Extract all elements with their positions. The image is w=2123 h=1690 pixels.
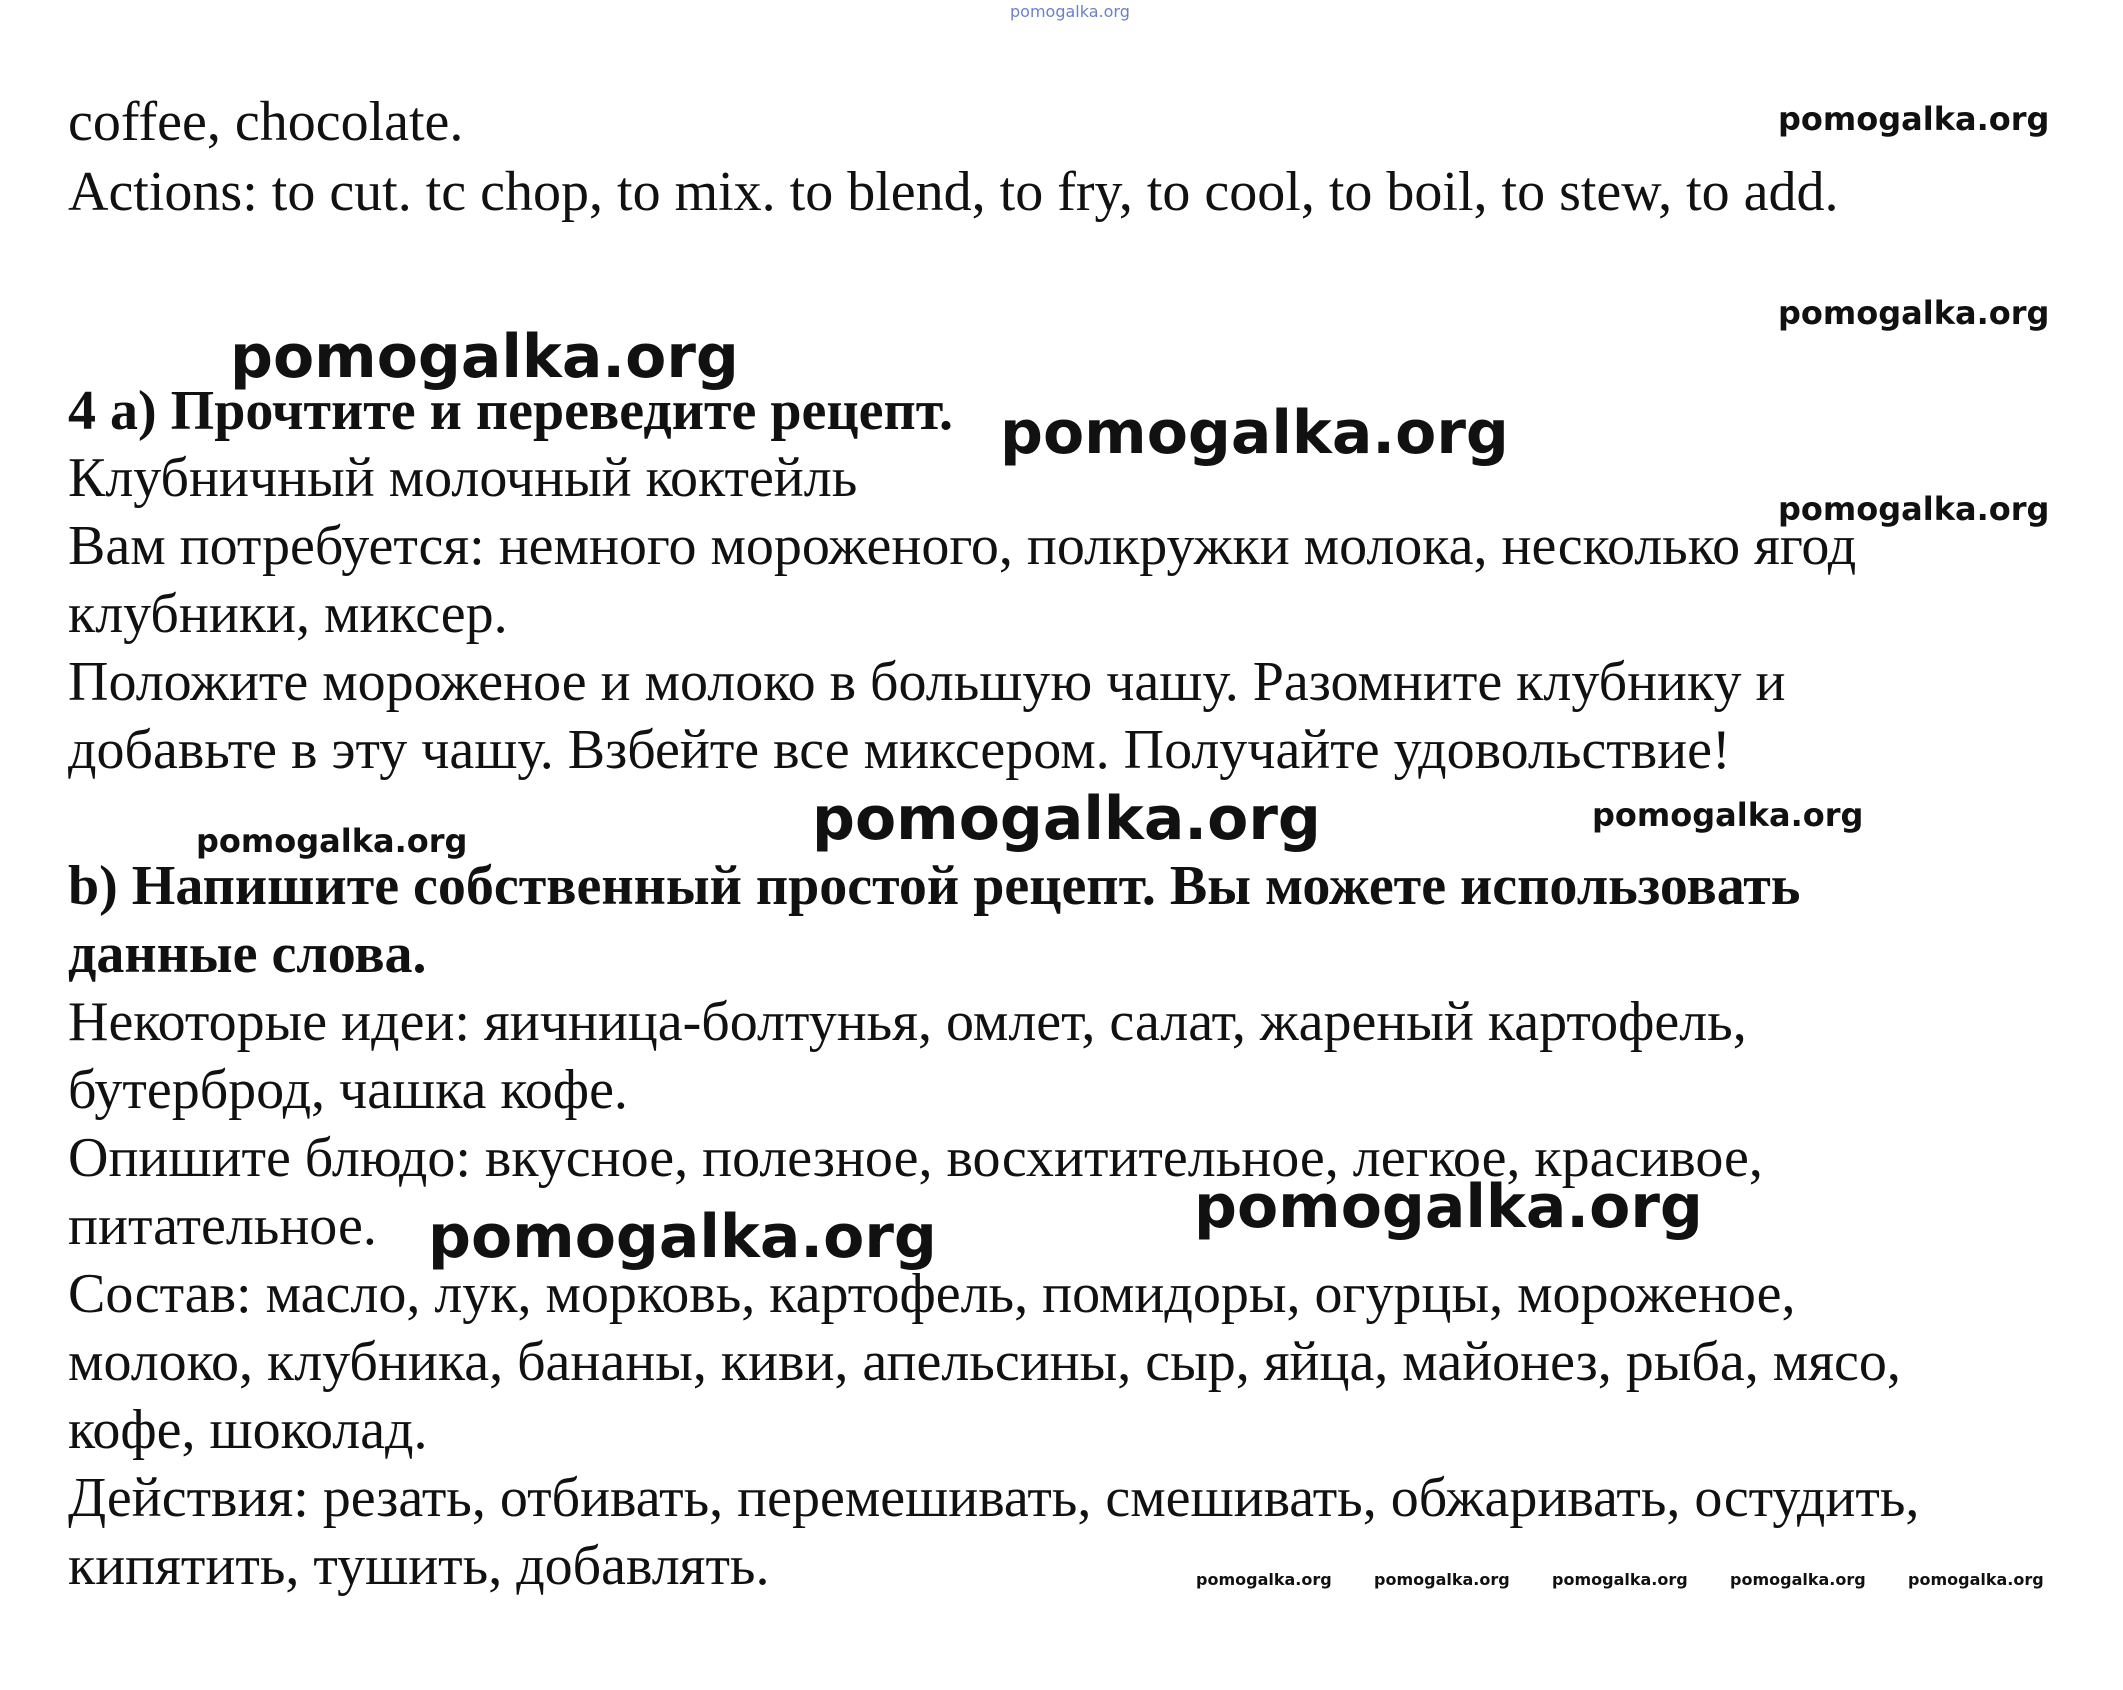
- watermark: pomogalka.org: [812, 784, 1321, 854]
- watermark: pomogalka.org: [1778, 490, 2050, 528]
- text-line: бутерброд, чашка кофе.: [68, 1059, 628, 1121]
- watermark: pomogalka.org: [1592, 796, 1864, 834]
- text-line: Состав: масло, лук, морковь, картофель, помидоры, огурцы, мороженое,: [68, 1263, 1796, 1325]
- section-heading: данные слова.: [68, 923, 427, 985]
- text-line: Некоторые идеи: яичница-болтунья, омлет, салат, жареный картофель,: [68, 991, 1747, 1053]
- text-line: Actions: to cut. tc chop, to mix. to blend, to fry, to cool, to boil, to stew, to add.: [68, 161, 1839, 223]
- watermark: pomogalka.org: [1778, 294, 2050, 332]
- watermark: pomogalka.org: [1908, 1570, 2044, 1589]
- watermark: pomogalka.org: [1552, 1570, 1688, 1589]
- text-line: клубники, миксер.: [68, 583, 508, 645]
- watermark: pomogalka.org: [1730, 1570, 1866, 1589]
- watermark: pomogalka.org: [428, 1202, 937, 1272]
- watermark: pomogalka.org: [1000, 398, 1509, 468]
- watermark: pomogalka.org: [1374, 1570, 1510, 1589]
- text-line: добавьте в эту чашу. Взбейте все миксером. Получайте удовольствие!: [68, 719, 1731, 781]
- text-line: кофе, шоколад.: [68, 1399, 428, 1461]
- text-line: Клубничный молочный коктейль: [68, 447, 858, 509]
- section-heading: 4 а) Прочтите и переведите рецепт.: [68, 380, 954, 442]
- text-line: Опишите блюдо: вкусное, полезное, восхитительное, легкое, красивое,: [68, 1127, 1763, 1189]
- text-line: питательное.: [68, 1195, 377, 1257]
- text-line: Положите мороженое и молоко в большую чашу. Разомните клубнику и: [68, 651, 1786, 713]
- watermark: pomogalka.org: [1778, 100, 2050, 138]
- text-line: Вам потребуется: немного мороженого, полкружки молока, несколько ягод: [68, 515, 1857, 577]
- watermark-top: pomogalka.org: [1010, 2, 1130, 21]
- watermark: pomogalka.org: [1196, 1570, 1332, 1589]
- text-line: coffee, chocolate.: [68, 91, 464, 153]
- watermark: pomogalka.org: [196, 822, 468, 860]
- section-heading: b) Напишите собственный простой рецепт. Вы можете использовать: [68, 855, 1801, 917]
- text-line: молоко, клубника, бананы, киви, апельсины, сыр, яйца, майонез, рыба, мясо,: [68, 1331, 1901, 1393]
- text-line: Действия: резать, отбивать, перемешивать, смешивать, обжаривать, остудить,: [68, 1467, 1920, 1529]
- watermark: pomogalka.org: [1194, 1172, 1703, 1242]
- text-line: кипятить, тушить, добавлять.: [68, 1535, 770, 1597]
- watermark: pomogalka.org: [230, 322, 739, 392]
